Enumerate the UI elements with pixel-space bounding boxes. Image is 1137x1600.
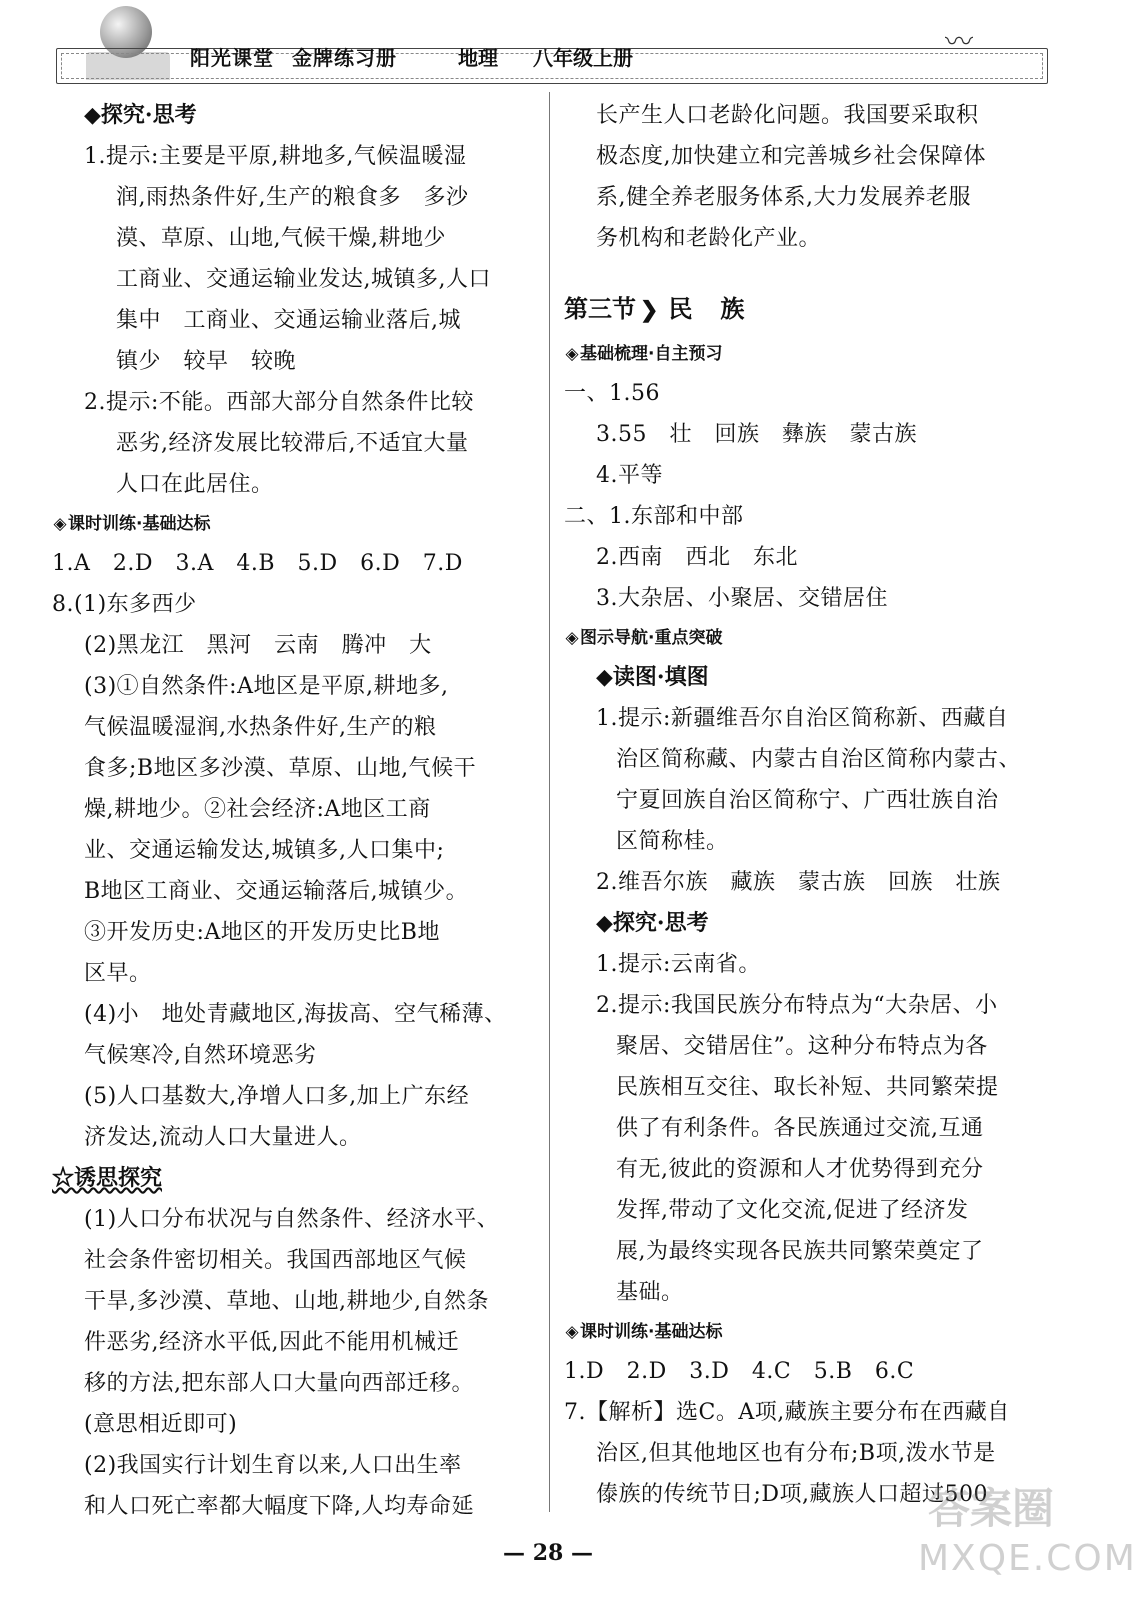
answer-line: 傣族的传统节日;D项,藏族人口超过500 — [596, 1482, 989, 1507]
answer-line: 二、1.东部和中部 — [564, 504, 744, 529]
answer-line: 发挥,带动了文化交流,促进了经济发 — [616, 1198, 969, 1223]
answer-line: 区早。 — [84, 961, 152, 986]
answer-line: (3)①自然条件:A地区是平原,耕地多, — [84, 674, 449, 699]
series-name-1: 阳光课堂 — [190, 46, 274, 70]
answer-line: 聚居、交错居住”。这种分布特点为各 — [616, 1034, 988, 1059]
section-heading — [564, 1313, 1054, 1351]
answer-line: (2)我国实行计划生育以来,人口出生率 — [84, 1453, 462, 1478]
answer-line: (1)人口分布状况与自然条件、经济水平、 — [84, 1207, 500, 1232]
answer-line: 1.提示:云南省。 — [596, 952, 761, 977]
answer-line: (2)黑龙江 黑河 云南 腾冲 大 — [84, 633, 432, 658]
subject-label: 地理 — [458, 46, 498, 70]
section-heading-text: 课时训练·基础达标 — [580, 1322, 723, 1342]
left-column — [52, 95, 548, 1527]
answer-line: ③开发历史:A地区的开发历史比B地 — [84, 920, 440, 945]
diamond-icon: ◈ — [53, 514, 67, 534]
section-heading-text: 基础梳理·自主预习 — [580, 344, 723, 364]
answer-line: 有无,彼此的资源和人才优势得到充分 — [616, 1157, 984, 1182]
chapter-title: 民族 — [668, 294, 773, 323]
answer-line: 治区,但其他地区也有分布;B项,泼水节是 — [596, 1441, 996, 1466]
answer-line: 1.提示:新疆维吾尔自治区简称新、西藏自 — [596, 706, 1009, 731]
answer-line: 8.(1)东多西少 — [52, 592, 197, 617]
answer-line: 1.D 2.D 3.D 4.C 5.B 6.C — [564, 1359, 915, 1384]
section-heading-text: 图示导航·重点突破 — [580, 628, 723, 648]
column-divider — [549, 92, 550, 1512]
answer-line: 1.A 2.D 3.A 4.B 5.D 6.D 7.D — [52, 551, 463, 576]
answer-line: 供了有利条件。各民族通过交流,互通 — [616, 1116, 984, 1141]
answer-line: 民族相互交往、取长补短、共同繁荣提 — [616, 1075, 999, 1100]
section-heading-text: 课时训练·基础达标 — [68, 514, 211, 534]
answer-line: 人口在此居住。 — [116, 472, 274, 497]
answer-line: 2.西南 西北 东北 — [596, 545, 798, 570]
diamond-icon: ◈ — [565, 344, 579, 364]
answer-line: 移的方法,把东部人口大量向西部迁移。 — [84, 1371, 474, 1396]
answer-line: 社会条件密切相关。我国西部地区气候 — [84, 1248, 467, 1273]
answer-line: 2.维吾尔族 藏族 蒙古族 回族 壮族 — [596, 870, 1001, 895]
inquiry-heading — [52, 1158, 548, 1199]
watermark-logo — [908, 1476, 1137, 1596]
answer-line: 系,健全养老服务体系,大力发展养老服 — [596, 185, 971, 210]
answer-line: 区简称桂。 — [616, 829, 729, 854]
answer-line: 3.大杂居、小聚居、交错居住 — [596, 586, 888, 611]
answer-line: 气候寒冷,自然环境恶劣 — [84, 1043, 317, 1068]
answer-line: 镇少 较早 较晚 — [116, 349, 297, 374]
answer-line: 7.【解析】选C。A项,藏族主要分布在西藏自 — [564, 1400, 1010, 1425]
answer-line: 燥,耕地少。②社会经济:A地区工商 — [84, 797, 431, 822]
answer-line: 务机构和老龄化产业。 — [596, 226, 822, 251]
diamond-icon: ◈ — [565, 1322, 579, 1342]
right-column — [564, 95, 1054, 1515]
answer-line: (5)人口基数大,净增人口多,加上广东经 — [84, 1084, 470, 1109]
grade-label: 八年级上册 — [533, 46, 633, 70]
answer-line: B地区工商业、交通运输落后,城镇少。 — [84, 879, 469, 904]
answer-line: 展,为最终实现各民族共同繁荣奠定了 — [616, 1239, 984, 1264]
watermark-text: 答案圈 — [928, 1484, 1055, 1533]
answer-line: 极态度,加快建立和完善城乡社会保障体 — [596, 144, 986, 169]
birds-icon: 〰︎ — [945, 25, 980, 58]
page-number: — 28 — — [503, 1540, 593, 1566]
answer-line: 1.提示:主要是平原,耕地多,气候温暖湿 — [84, 144, 467, 169]
answer-line: 2.提示:不能。西部大部分自然条件比较 — [84, 390, 474, 415]
answer-line: 长产生人口老龄化问题。我国要采取积 — [596, 103, 979, 128]
subsection-heading: ◆探究·思考 — [84, 102, 197, 128]
chevron-right-icon: ❯ — [640, 297, 659, 323]
answer-line: 恶劣,经济发展比较滞后,不适宜大量 — [116, 431, 469, 456]
answer-line: 业、交通运输发达,城镇多,人口集中; — [84, 838, 445, 863]
answer-line: 4.平等 — [596, 463, 663, 488]
answer-line: 3.55 壮 回族 彝族 蒙古族 — [596, 422, 917, 447]
section-heading — [564, 619, 1054, 657]
section-heading — [564, 335, 1054, 373]
inquiry-heading-text: ☆诱思探究 — [52, 1165, 163, 1191]
answer-line: 集中 工商业、交通运输业落后,城 — [116, 308, 461, 333]
answer-line: 2.提示:我国民族分布特点为“大杂居、小 — [596, 993, 998, 1018]
answer-line: 宁夏回族自治区简称宁、广西壮族自治 — [616, 788, 999, 813]
answer-line: 食多;B地区多沙漠、草原、山地,气候干 — [84, 756, 477, 781]
answer-line: 润,雨热条件好,生产的粮食多 多沙 — [116, 185, 469, 210]
answer-line: 干旱,多沙漠、草地、山地,耕地少,自然条 — [84, 1289, 489, 1314]
series-name-2: 金牌练习册 — [292, 46, 397, 70]
answer-line: 件恶劣,经济水平低,因此不能用机械迁 — [84, 1330, 459, 1355]
answer-line: 漠、草原、山地,气候干燥,耕地少 — [116, 226, 446, 251]
answer-line: (意思相近即可) — [84, 1412, 238, 1437]
subsection-heading: ◆读图·填图 — [596, 664, 709, 690]
answer-line: 一、1.56 — [564, 381, 660, 406]
watermark-url: MXQE.COM — [918, 1538, 1137, 1579]
answer-line: 济发达,流动人口大量进人。 — [84, 1125, 362, 1150]
chapter-label: 第三节 — [564, 294, 636, 323]
chapter-heading — [564, 279, 1054, 329]
section-heading — [52, 505, 548, 543]
answer-line: 气候温暖湿润,水热条件好,生产的粮 — [84, 715, 437, 740]
answer-line: 基础。 — [616, 1280, 684, 1305]
diamond-icon: ◈ — [565, 628, 579, 648]
answer-line: 工商业、交通运输业发达,城镇多,人口 — [116, 267, 491, 292]
series-title — [190, 42, 415, 71]
answer-line: (4)小 地处青藏地区,海拔高、空气稀薄、 — [84, 1002, 507, 1027]
page-header — [0, 0, 1096, 92]
answer-line: 治区简称藏、内蒙古自治区简称内蒙古、 — [616, 747, 1022, 772]
answer-line: 和人口死亡率都大幅度下降,人均寿命延 — [84, 1494, 474, 1519]
subsection-heading: ◆探究·思考 — [596, 910, 709, 936]
